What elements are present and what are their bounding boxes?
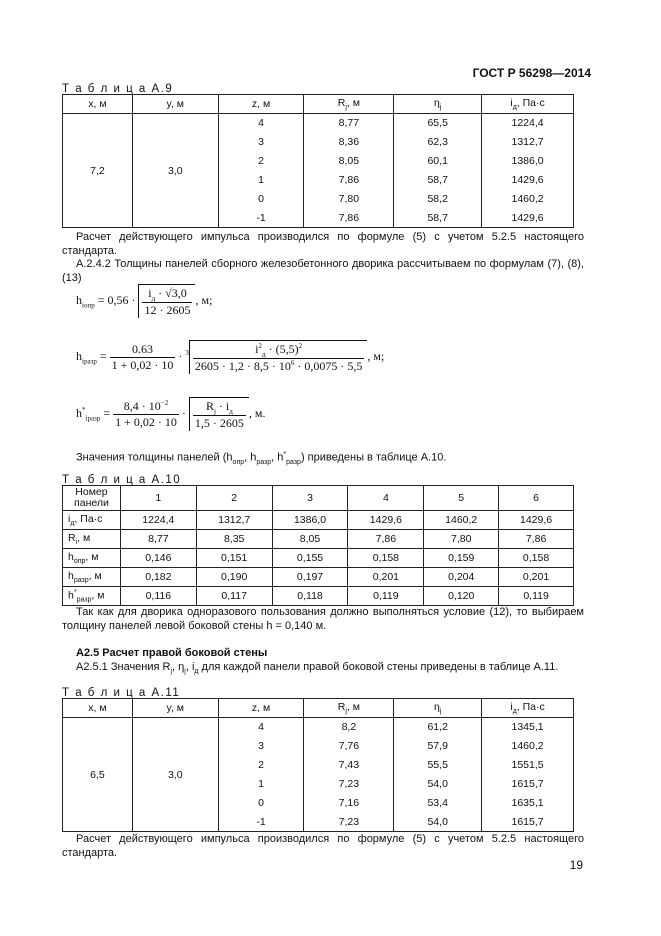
cell: 7,86 xyxy=(499,530,574,549)
cell-x: 6,5 xyxy=(63,718,133,832)
cell: 1312,7 xyxy=(482,133,574,152)
cell: 0,201 xyxy=(348,568,424,587)
cell-x: 7,2 xyxy=(63,114,133,228)
table-row xyxy=(63,549,574,568)
cell: 1429,6 xyxy=(482,171,574,190)
cell: 61,2 xyxy=(394,718,482,737)
document-header: ГОСТ Р 56298—2014 xyxy=(472,66,591,80)
row-label: $R_i$, м xyxy=(63,530,121,549)
table-a11 xyxy=(62,698,574,832)
col-eta: $\eta_j$ xyxy=(394,699,482,718)
cell: 0,116 xyxy=(120,587,196,606)
table-row xyxy=(63,568,574,587)
cell: 7,80 xyxy=(424,530,499,549)
cell: 8,77 xyxy=(120,530,196,549)
col-header: 3 xyxy=(272,486,348,511)
cell: 7,23 xyxy=(304,775,394,794)
cell: 0,120 xyxy=(424,587,499,606)
col-eta: $\eta_j$ xyxy=(394,95,482,114)
col-x: x, м xyxy=(63,95,133,114)
table-a10 xyxy=(62,485,574,606)
col-header: 4 xyxy=(348,486,424,511)
col-i: $i_д$, Па·с xyxy=(482,699,574,718)
section-heading: А2.5 Расчет правой боковой стены xyxy=(76,647,268,659)
paragraph: Расчет действующего импульса производился по формуле (5) с учетом 5.2.5 настоящего стандарта. xyxy=(62,833,584,859)
cell: 1224,4 xyxy=(482,114,574,133)
cell: 0,201 xyxy=(499,568,574,587)
cell: 1345,1 xyxy=(482,718,574,737)
cell: 1615,7 xyxy=(482,813,574,832)
cell: 1460,2 xyxy=(482,737,574,756)
cell: 0,158 xyxy=(499,549,574,568)
formula-h-razr: $h_{iразр}$ = $\frac{0.63}{1 + 0,02 \cdot 10}$ · $^3$ $\frac{i^2_д \cdot (5,5)^2}{2605 \cdot 1,2 \cdot 8,5 \cdot 10^6 \cdot 0,0075 \cdot 5,5}$ , м; xyxy=(76,341,385,374)
paragraph: Значения толщины панелей ($h_{опр}$, $h_{разр}$, $h^*_{разр}$) приведены в таблице А.10. xyxy=(76,451,447,466)
cell: 65,5 xyxy=(394,114,482,133)
table-a9-caption: Т а б л и ц а А.9 xyxy=(62,83,174,95)
cell: 0,118 xyxy=(272,587,348,606)
cell: 0,146 xyxy=(120,549,196,568)
col-header: 2 xyxy=(196,486,272,511)
cell: 0,117 xyxy=(196,587,272,606)
cell: 7,43 xyxy=(304,756,394,775)
cell: 0,182 xyxy=(120,568,196,587)
cell: 1429,6 xyxy=(499,511,574,530)
cell: -1 xyxy=(218,209,304,228)
table-a9 xyxy=(62,94,574,228)
cell: 58,2 xyxy=(394,190,482,209)
cell: 0 xyxy=(218,190,304,209)
cell: 3 xyxy=(218,737,304,756)
cell: 7,23 xyxy=(304,813,394,832)
table-a11-caption: Т а б л и ц а А.11 xyxy=(62,687,181,699)
col-y: y, м xyxy=(132,699,218,718)
cell: 8,2 xyxy=(304,718,394,737)
cell: 1460,2 xyxy=(424,511,499,530)
cell: 57,9 xyxy=(394,737,482,756)
table-a10-caption: Т а б л и ц а А.10 xyxy=(62,474,182,486)
cell: 54,0 xyxy=(394,813,482,832)
cell: 1224,4 xyxy=(120,511,196,530)
table-header-row xyxy=(63,699,574,718)
cell: 1386,0 xyxy=(272,511,348,530)
cell: 1460,2 xyxy=(482,190,574,209)
col-y: y, м xyxy=(132,95,218,114)
cell: 55,5 xyxy=(394,756,482,775)
cell: 0,197 xyxy=(272,568,348,587)
col-z: z, м xyxy=(218,95,304,114)
cell: 8,05 xyxy=(272,530,348,549)
cell: 53,4 xyxy=(394,794,482,813)
col-i: $i_д$, Па·с xyxy=(482,95,574,114)
cell: 2 xyxy=(218,756,304,775)
cell: 1429,6 xyxy=(348,511,424,530)
row-label: $h^*_{разр}$, м xyxy=(63,587,121,606)
cell: 8,05 xyxy=(304,152,394,171)
cell: -1 xyxy=(218,813,304,832)
cell: 0,159 xyxy=(424,549,499,568)
cell: 8,77 xyxy=(304,114,394,133)
cell: 4 xyxy=(218,718,304,737)
col-r: $R_j$, м xyxy=(304,699,394,718)
cell: 0,119 xyxy=(499,587,574,606)
cell: 1615,7 xyxy=(482,775,574,794)
col-panel-number: Номер панели xyxy=(63,486,121,511)
cell: 62,3 xyxy=(394,133,482,152)
paragraph: Расчет действующего импульса производился по формуле (5) с учетом 5.2.5 настоящего стандарта. xyxy=(62,231,584,257)
cell: 0,155 xyxy=(272,549,348,568)
table-row xyxy=(63,114,574,133)
cell: 8,36 xyxy=(304,133,394,152)
cell: 0,190 xyxy=(196,568,272,587)
table-row xyxy=(63,718,574,737)
col-header: 5 xyxy=(424,486,499,511)
cell: 54,0 xyxy=(394,775,482,794)
cell: 2 xyxy=(218,152,304,171)
table-row xyxy=(63,587,574,606)
table-header-row xyxy=(63,95,574,114)
cell: 7,86 xyxy=(304,209,394,228)
cell: 0,151 xyxy=(196,549,272,568)
col-r: $R_j$, м xyxy=(304,95,394,114)
cell: 1635,1 xyxy=(482,794,574,813)
table-row xyxy=(63,511,574,530)
cell: 1551,5 xyxy=(482,756,574,775)
cell: 3 xyxy=(218,133,304,152)
cell: 1386,0 xyxy=(482,152,574,171)
cell: 58,7 xyxy=(394,171,482,190)
formula-h-opr: $h_{iопр} = 0,56$ · $\frac{i_д \cdot √3,0}{12 \cdot 2605}$ , м; xyxy=(76,286,213,318)
cell: 60,1 xyxy=(394,152,482,171)
cell: 7,86 xyxy=(304,171,394,190)
cell-y: 3,0 xyxy=(132,718,218,832)
cell: 4 xyxy=(218,114,304,133)
cell: 7,16 xyxy=(304,794,394,813)
cell: 0 xyxy=(218,794,304,813)
col-x: x, м xyxy=(63,699,133,718)
cell: 0,119 xyxy=(348,587,424,606)
paragraph: А2.5.1 Значения $R_j$, $\eta_j$, $i_д$ для каждой панели правой боковой стены приведены в таблице А.11. xyxy=(76,661,559,676)
col-header: 1 xyxy=(120,486,196,511)
cell: 1429,6 xyxy=(482,209,574,228)
table-header-row xyxy=(63,486,574,511)
cell: 0,158 xyxy=(348,549,424,568)
cell: 0,204 xyxy=(424,568,499,587)
cell: 7,76 xyxy=(304,737,394,756)
paragraph: А.2.4.2 Толщины панелей сборного железобетонного дворика рассчитываем по формулам (7), (8), (13) xyxy=(62,258,584,284)
col-z: z, м xyxy=(218,699,304,718)
cell: 1312,7 xyxy=(196,511,272,530)
table-row xyxy=(63,530,574,549)
col-header: 6 xyxy=(499,486,574,511)
cell: 1 xyxy=(218,775,304,794)
formula-h-razr-star: $h^*_{iразр}$ = $\frac{8,4 \cdot 10^{-2}}{1 + 0,02 \cdot 10}$ · $\frac{R_j \cdot i_д}{1,5 \cdot 2605}$ , м. xyxy=(76,398,266,431)
cell-y: 3,0 xyxy=(132,114,218,228)
cell: 8,35 xyxy=(196,530,272,549)
row-label: $h_{разр}$, м xyxy=(63,568,121,587)
row-label: $h_{опр}$, м xyxy=(63,549,121,568)
page-number: 19 xyxy=(569,858,583,872)
paragraph: Так как для дворика одноразового пользования должно выполняться условие (12), то выбираем толщину панелей левой боковой стены h = 0,140 м. xyxy=(62,606,584,632)
cell: 7,80 xyxy=(304,190,394,209)
cell: 58,7 xyxy=(394,209,482,228)
cell: 1 xyxy=(218,171,304,190)
cell: 7,86 xyxy=(348,530,424,549)
row-label: $i_д$, Па·с xyxy=(63,511,121,530)
